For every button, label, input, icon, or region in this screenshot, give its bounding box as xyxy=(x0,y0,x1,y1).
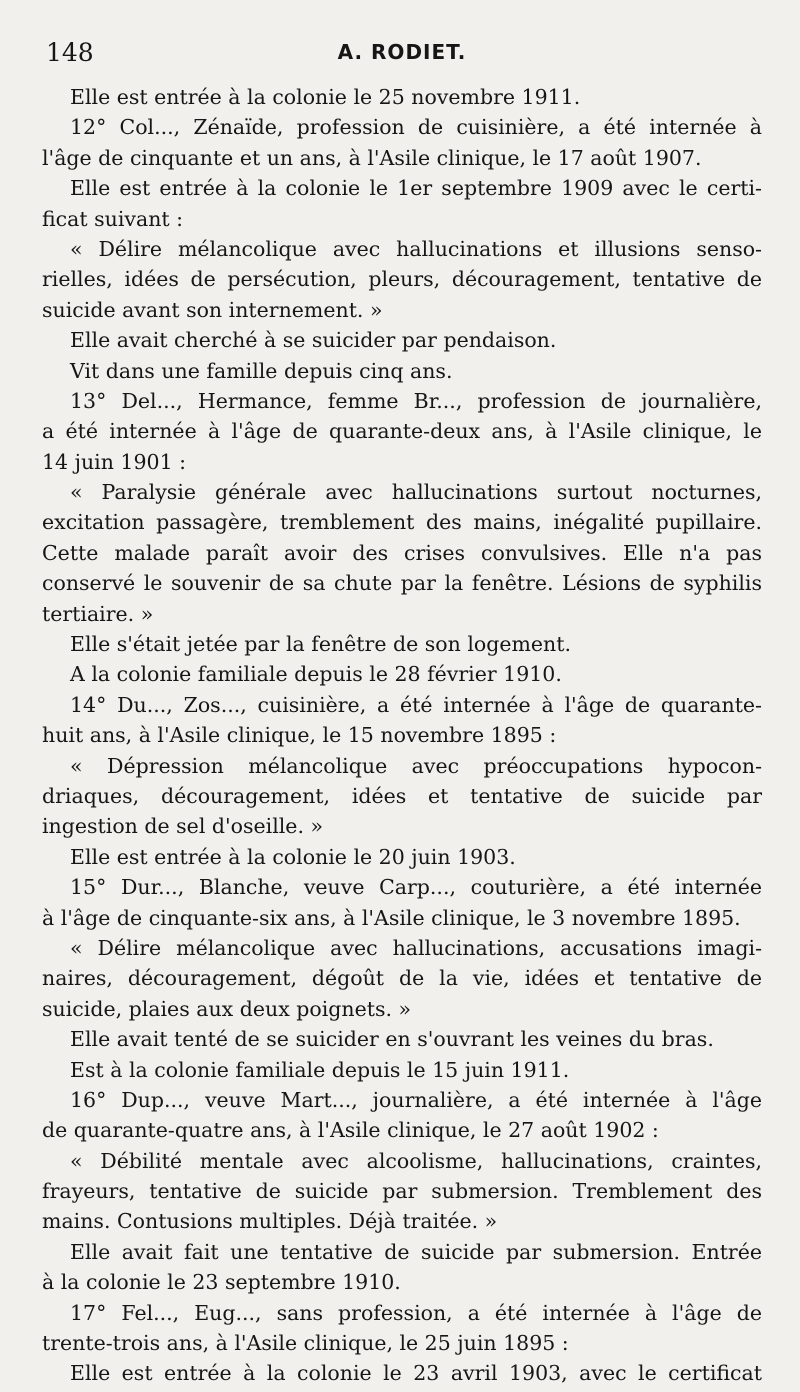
text-line: à la colonie le 23 septembre 1910. xyxy=(42,1270,401,1295)
text-line: ingestion de sel d'oseille. » xyxy=(42,814,324,839)
text-line: frayeurs, tentative de suicide par submersion. Tremblement des xyxy=(42,1179,762,1204)
text-line: Elle est entrée à la colonie le 23 avril 1903, avec le certificat xyxy=(70,1361,762,1386)
text-line: « Délire mélancolique avec hallucinations, accusations imagi- xyxy=(70,935,762,960)
text-line: de quarante-quatre ans, à l'Asile clinique, le 27 août 1902 : xyxy=(42,1118,659,1143)
page-number: 148 xyxy=(46,38,94,67)
text-line: huit ans, à l'Asile clinique, le 15 novembre 1895 : xyxy=(42,723,557,748)
text-line: A la colonie familiale depuis le 28 février 1910. xyxy=(70,662,562,687)
text-line: ficat suivant : xyxy=(42,206,184,231)
text-line: « Dépression mélancolique avec préoccupations hypocon- xyxy=(70,753,762,778)
page-header xyxy=(42,34,762,74)
text-line: 12° Col..., Zénaïde, profession de cuisinière, a été internée à xyxy=(70,115,762,140)
text-line: « Paralysie générale avec hallucinations surtout nocturnes, xyxy=(70,480,762,505)
text-line: Cette malade paraît avoir des crises convulsives. Elle n'a pas xyxy=(42,540,762,565)
text-line: suicide avant son internement. » xyxy=(42,297,383,322)
text-line: « Délire mélancolique avec hallucinations et illusions senso- xyxy=(70,236,762,261)
text-line: Elle avait tenté de se suicider en s'ouvrant les veines du bras. xyxy=(70,1027,714,1052)
text-line: 14 juin 1901 : xyxy=(42,449,187,474)
text-line: rielles, idées de persécution, pleurs, découragement, tentative de xyxy=(42,267,762,292)
text-line: Elle s'était jetée par la fenêtre de son logement. xyxy=(70,632,572,657)
text-line: conservé le souvenir de sa chute par la fenêtre. Lésions de syphilis xyxy=(42,571,762,596)
running-head: A. RODIET. xyxy=(337,40,467,64)
text-line: 16° Dup..., veuve Mart..., journalière, a été internée à l'âge xyxy=(70,1087,762,1112)
text-line: 14° Du..., Zos..., cuisinière, a été internée à l'âge de quarante- xyxy=(70,692,762,717)
text-line: excitation passagère, tremblement des mains, inégalité pupillaire. xyxy=(42,510,762,535)
text-line: Elle est entrée à la colonie le 1er septembre 1909 avec le certi- xyxy=(70,176,762,201)
text-line: Elle est entrée à la colonie le 20 juin 1903. xyxy=(70,844,516,869)
text-line: l'âge de cinquante et un ans, à l'Asile clinique, le 17 août 1907. xyxy=(42,145,702,170)
text-line: Vit dans une famille depuis cinq ans. xyxy=(70,358,453,383)
body-text xyxy=(42,82,762,1389)
text-line: 13° Del..., Hermance, femme Br..., profession de journalière, xyxy=(70,388,762,413)
text-line: naires, découragement, dégoût de la vie, idées et tentative de xyxy=(42,966,762,991)
text-line: à l'âge de cinquante-six ans, à l'Asile clinique, le 3 novembre 1895. xyxy=(42,905,741,930)
text-line: trente-trois ans, à l'Asile clinique, le 25 juin 1895 : xyxy=(42,1331,569,1356)
text-line: tertiaire. » xyxy=(42,601,154,626)
text-line: Elle avait fait une tentative de suicide par submersion. Entrée xyxy=(70,1239,762,1264)
text-line: suicide, plaies aux deux poignets. » xyxy=(42,996,412,1021)
text-line: « Débilité mentale avec alcoolisme, hallucinations, craintes, xyxy=(70,1148,762,1173)
text-line: driaques, découragement, idées et tentative de suicide par xyxy=(42,783,762,808)
text-line: Est à la colonie familiale depuis le 15 juin 1911. xyxy=(70,1057,570,1082)
text-line: 17° Fel..., Eug..., sans profession, a été internée à l'âge de xyxy=(70,1300,762,1325)
text-line: Elle avait cherché à se suicider par pendaison. xyxy=(70,328,557,353)
text-line: 15° Dur..., Blanche, veuve Carp..., couturière, a été internée xyxy=(70,875,762,900)
text-line: a été internée à l'âge de quarante-deux ans, à l'Asile clinique, le xyxy=(42,419,762,444)
text-line: Elle est entrée à la colonie le 25 novembre 1911. xyxy=(70,85,581,109)
text-line: mains. Contusions multiples. Déjà traitée. » xyxy=(42,1209,498,1234)
